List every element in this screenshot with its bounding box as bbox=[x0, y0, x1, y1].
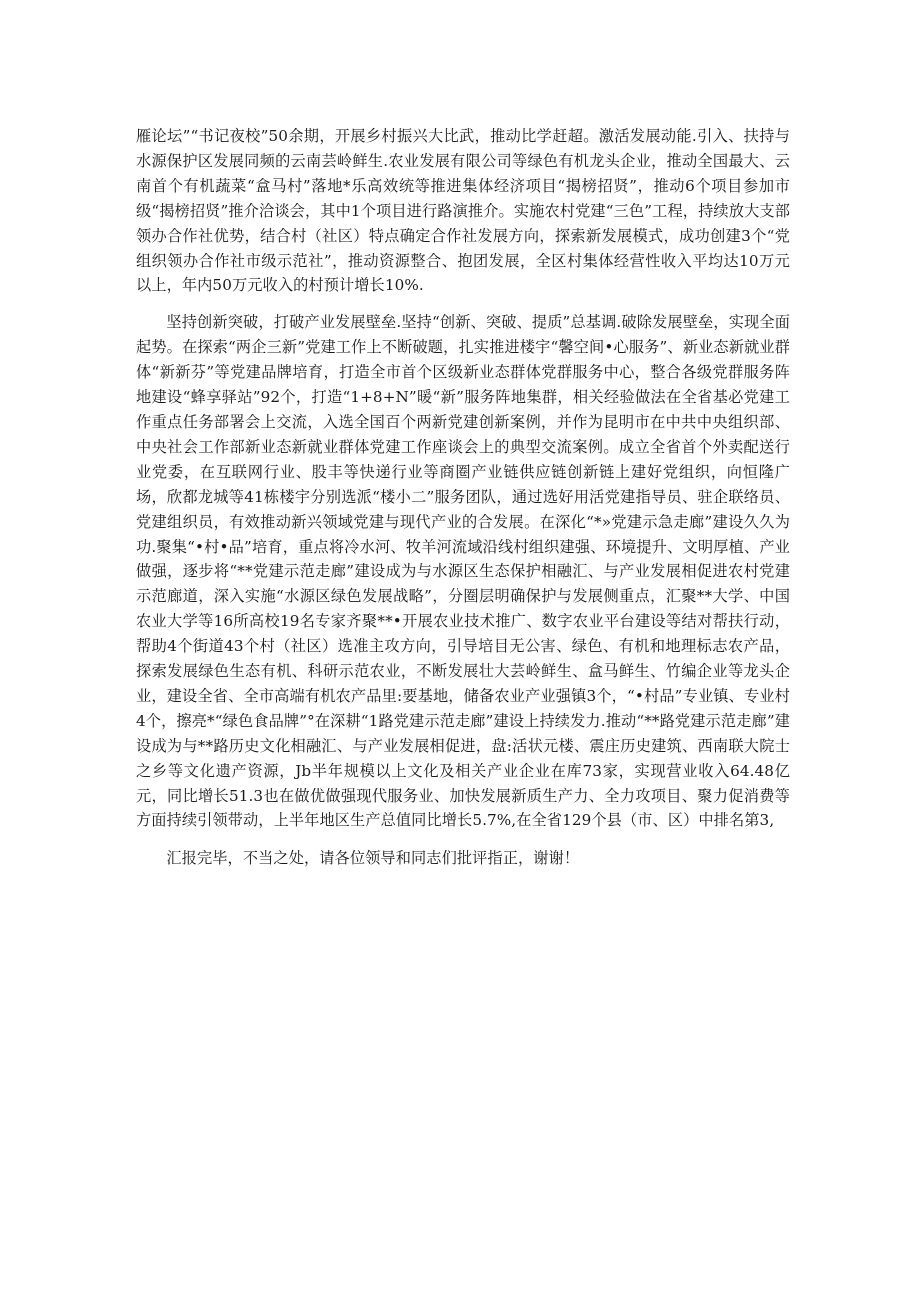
paragraph-closing-remarks: 汇报完毕，不当之处，请各位领导和同志们批评指正，谢谢！ bbox=[166, 849, 580, 868]
paragraph-rural-revitalization: 雁论坛”“书记夜校”50余期，开展乡村振兴大比武，推动比学赶超。激活发展动能.引入、扶持与水源保护区发展同频的云南芸岭鲜生.农业发展有限公司等绿色有机龙头企业，推动全国最大、云南首个有机蔬菜“盒马村”落地*乐高效统等推进集体经济项目“揭榜招贤”，推动6个项目参加市级“揭榜招贤”推介洽谈会，其中1个项目进行路演推介。实施农村党建“三色”工程，持续放大支部领办合作社优势，结合村（社区）特点确定合作社发展方向，探索新发展模式，成功创建3个“党组织领办合作社市级示范社”，推动资源整合、抱团发展，全区村集体经营性收入平均达10万元以上，年内50万元收入的村预计增长10%. bbox=[136, 127, 790, 295]
paragraph-innovation-breakthrough: 坚持创新突破，打破产业发展壁垒.坚持“创新、突破、提质”总基调.破除发展壁垒，实现全面起势。在探索“两企三新”党建工作上不断破题，扎实推进楼宇“馨空间•心服务”、新业态新就业群体“新新芬”等党建品牌培育，打造全市首个区级新业态群体党群服务中心，整合各级党群服务阵地建设“蜂享驿站”92个，打造“1+8+N”暖“新”服务阵地集群，相关经验做法在全省基必党建工作重点任务部署会上交流，入选全国百个两新党建创新案例，并作为昆明市在中共中央组织部、中央社会工作部新业态新就业群体党建工作座谈会上的典型交流案例。成立全省首个外卖配送行业党委，在互联网行业、股丰等快递行业等商圈产业链供应链创新链上建好党组织，向恒隆广场，欣都龙城等41栋楼宇分别选派“楼小二”服务团队，通过选好用活党建指导员、驻企联络员、党建组织员，有效推动新兴领域党建与现代产业的合发展。在深化“*»党建示急走廊”建设久久为功.聚集“•村•品”培育，重点将冷水河、牧羊河流域沿线村组织建强、环境提升、文明厚植、产业做强，逐步将“**党建示范走廊”建设成为与水源区生态保护相融汇、与产业发展相促进农村党建示范廊道，深入实施“水源区绿色发展战略”，分圈层明确保护与发展侧重点，汇聚**大学、中国农业大学等16所高校19名专家齐聚**•开展农业技术推广、数字农业平台建设等结对帮扶行动，帮助4个街道43个村（社区）选准主攻方向，引导培目无公害、绿色、有机和地理标志农产品，探索发展绿色生态有机、科研示范农业，不断发展壮大芸岭鲜生、盒马鲜生、竹编企业等龙头企业，建设全省、全市高端有机农产品里:要基地，储备农业产业强镇3个，“•村品”专业镇、专业村4个，擦亮*“绿色食品牌”°在深耕“1路党建示范走廊”建设上持续发力.推动“**路党建示范走廊”建设成为与**路历史文化相融汇、与产业发展相促进，盘:活状元楼、震庄历史建筑、西南联大院士之乡等文化遗产资源，Jb半年规模以上文化及相关产业企业在库73家，实现营业收入64.48亿元，同比增长51.3也在做优做强现代服务业、加快发展新质生产力、全力攻项目、聚力促消费等方面持续引领带动，上半年地区生产总值同比增长5.7%,在全省129个县（市、区）中排名第3, bbox=[136, 313, 790, 830]
document-page bbox=[136, 124, 790, 871]
